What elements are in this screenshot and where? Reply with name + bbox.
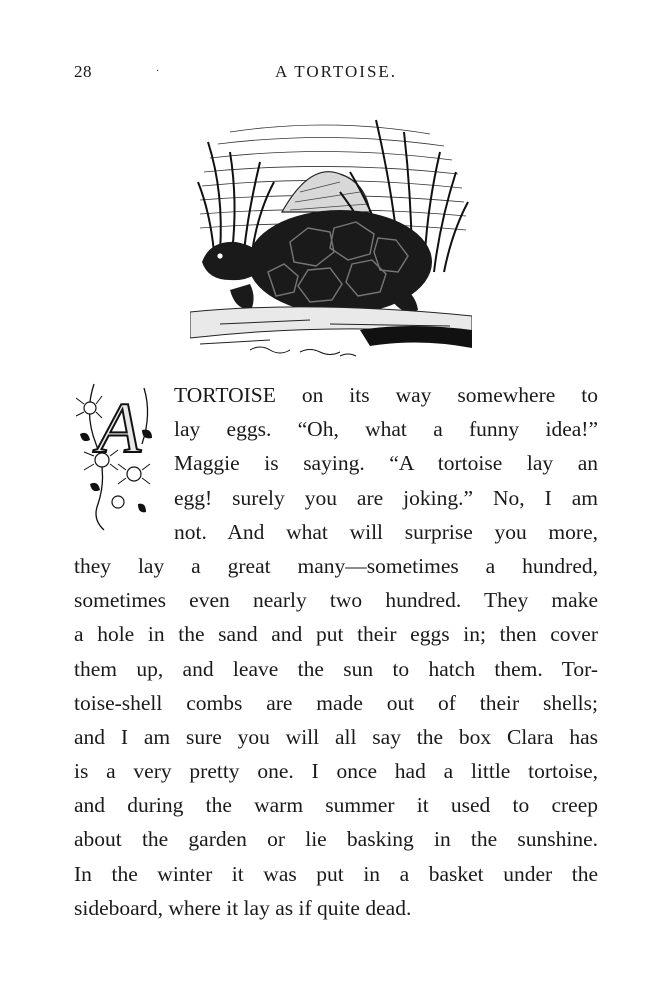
text-line-9: them up, and leave the sun to hatch them. Tor- [74, 656, 598, 681]
text-line-13: and during the warm summer it used to creep [74, 793, 598, 818]
text-line-16: sideboard, where it lay as if quite dead. [74, 895, 412, 920]
text-line-12: is a very pretty one. I once had a little tortoise, [74, 759, 598, 784]
tortoise-engraving-icon [190, 112, 472, 364]
running-title: A TORTOISE. [274, 62, 398, 81]
header-dot: · [156, 66, 160, 77]
drop-cap-letter: A [97, 388, 141, 468]
text-line-2: lay eggs. “Oh, what a funny idea!” [174, 417, 598, 442]
text-line-1: TORTOISE on its way somewhere to [174, 383, 598, 407]
text-line-15: In the winter it was put in a basket under the [74, 861, 598, 886]
text-line-11: and I am sure you will all say the box Clara has [74, 724, 598, 749]
text-line-10: toise-shell combs are made out of their shells; [74, 690, 598, 715]
text-line-8: a hole in the sand and put their eggs in; then cover [74, 622, 598, 647]
page-number: 28 [74, 62, 92, 81]
text-line-7: sometimes even nearly two hundred. They make [74, 588, 598, 613]
text-line-5: not. And what will surprise you more, [174, 519, 598, 544]
running-head [74, 62, 598, 86]
body-text [74, 378, 598, 925]
text-line-14: about the garden or lie basking in the sunshine. [74, 827, 598, 852]
text-line-4: egg! surely you are joking.” No, I am [174, 485, 598, 510]
text-line-3: Maggie is saying. “A tortoise lay an [174, 451, 598, 476]
text-line-6: they lay a great many—sometimes a hundred, [74, 553, 598, 578]
